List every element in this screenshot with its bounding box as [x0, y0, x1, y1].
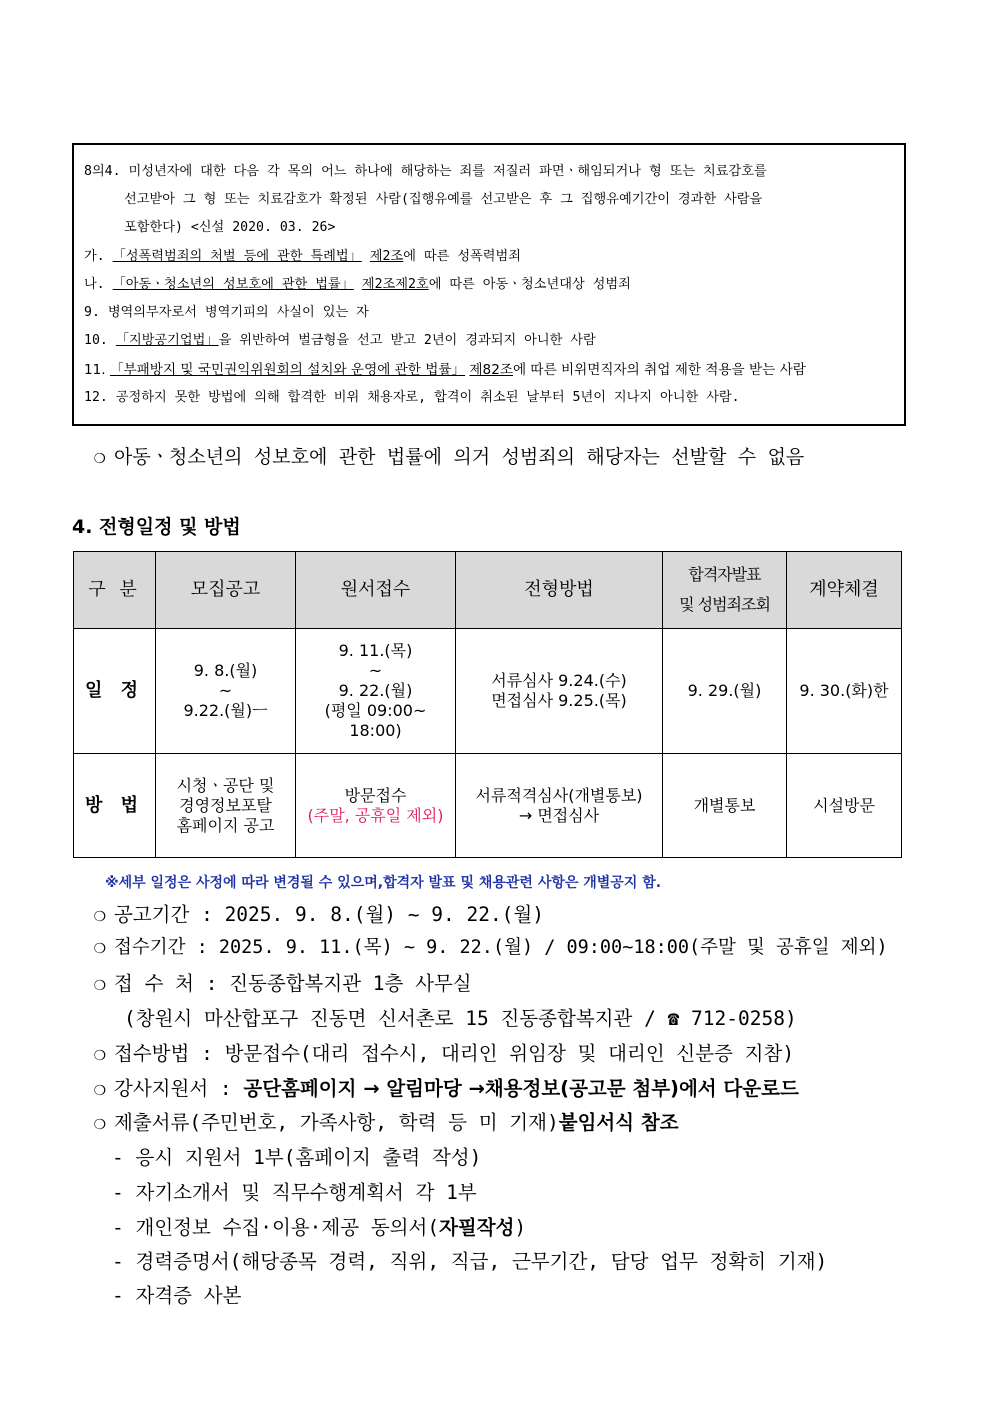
- clause-8-4-cont1: 선고받아 그 형 또는 치료감호가 확정된 사람(집행유예를 선고받은 후 그 집행유예기간이 경과한 사람을: [124, 192, 763, 207]
- header-recruit: 모집공고: [156, 552, 296, 629]
- required-documents: ❍ 제출서류(주민번호, 가족사항, 학력 등 미 기재)붙임서식 참조: [94, 1111, 679, 1134]
- clause-8-4: 8의4. 미성년자에 대한 다음 각 목의 어느 하나에 해당하는 죄를 저질러 파면ㆍ해임되거나 형 또는 치료감호를: [84, 164, 767, 179]
- cell-method-recruit: 시청ㆍ공단 및 경영정보포탈 홈페이지 공고: [156, 754, 296, 858]
- clause-8-4-cont2: 포함한다) <신설 2020. 03. 26>: [124, 220, 336, 235]
- cell-schedule-receipt: 9. 11.(목) ~ 9. 22.(월) (평일 09:00~ 18:00): [296, 629, 456, 754]
- circle-bullet-icon: ❍: [94, 903, 106, 926]
- receipt-address: (창원시 마산합포구 진동면 신서촌로 15 진동종합복지관 / ☎ 712-0258): [124, 1007, 797, 1030]
- cell-method-contract: 시설방문: [787, 754, 902, 858]
- doc-item: - 자격증 사본: [112, 1284, 242, 1307]
- cell-method-method: 서류적격심사(개별통보) → 면접심사: [456, 754, 663, 858]
- clause-ga: 가. 「성폭력범죄의 처벌 등에 관한 특례법」 제2조에 따른 성폭력범죄: [84, 249, 522, 264]
- row-label-schedule: 일 정: [74, 629, 156, 754]
- clause-10: 10. 「지방공기업법」을 위반하여 벌금형을 선고 받고 2년이 경과되지 아니한 사람: [84, 333, 596, 348]
- clause-12: 12. 공정하지 못한 방법에 의해 합격한 비위 채용자로, 합격이 취소된 날부터 5년이 지나지 아니한 사람.: [84, 390, 740, 405]
- doc-item: - 응시 지원서 1부(홈페이지 출력 작성): [112, 1146, 482, 1169]
- schedule-table: [73, 551, 902, 858]
- header-category: 구 분: [74, 552, 156, 629]
- receipt-period: ❍ 접수기간 : 2025. 9. 11.(목) ~ 9. 22.(월) / 09:00~18:00(주말 및 공휴일 제외): [94, 935, 888, 958]
- circle-bullet-icon: ❍: [94, 1042, 106, 1065]
- disqualification-box: [72, 143, 906, 426]
- clause-9: 9. 병역의무자로서 병역기피의 사실이 있는 자: [84, 305, 369, 320]
- schedule-note: ※세부 일정은 사정에 따라 변경될 수 있으며,합격자 발표 및 채용관련 사항은 개별공지 함.: [105, 875, 662, 891]
- circle-bullet-icon: ❍: [94, 972, 106, 995]
- notice-period: ❍ 공고기간 : 2025. 9. 8.(월) ~ 9. 22.(월): [94, 903, 545, 926]
- cell-schedule-recruit: 9. 8.(월) ~ 9.22.(월)ㅡ: [156, 629, 296, 754]
- receipt-method: ❍ 접수방법 : 방문접수(대리 접수시, 대리인 위임장 및 대리인 신분증 지참): [94, 1042, 795, 1065]
- header-method: 전형방법: [456, 552, 663, 629]
- row-label-method: 방 법: [74, 754, 156, 858]
- cell-method-announce: 개별통보: [663, 754, 787, 858]
- header-announce: 합격자발표 및 성범죄조회: [663, 552, 787, 629]
- table-row: [74, 754, 902, 858]
- header-contract: 계약체결: [787, 552, 902, 629]
- cell-schedule-contract: 9. 30.(화)한: [787, 629, 902, 754]
- clause-11: 11. 「부패방지 및 국민권익위원회의 설치와 운영에 관한 법률」 제82조에 따른 비위면직자의 취업 제한 적용을 받는 사람: [84, 362, 806, 378]
- circle-bullet-icon: ❍: [94, 1111, 106, 1134]
- application-form: ❍ 강사지원서 : 공단홈페이지 → 알림마당 →채용정보(공고문 첨부)에서 다운로드: [94, 1077, 799, 1100]
- table-row: [74, 629, 902, 754]
- circle-bullet-icon: ❍: [94, 446, 106, 468]
- clause-na: 나. 「아동ㆍ청소년의 성보호에 관한 법률」 제2조제2호에 따른 아동ㆍ청소년대상 성범죄: [84, 277, 631, 292]
- doc-item: - 경력증명서(해당종목 경력, 직위, 직급, 근무기간, 담당 업무 정확히 기재): [112, 1250, 828, 1273]
- table-header-row: [74, 552, 902, 629]
- cell-method-receipt: 방문접수 (주말, 공휴일 제외): [296, 754, 456, 858]
- receipt-place: ❍ 접 수 처 : 진동종합복지관 1층 사무실: [94, 972, 472, 995]
- sex-offense-notice: ❍ 아동ㆍ청소년의 성보호에 관한 법률에 의거 성범죄의 해당자는 선발할 수 없음: [94, 446, 805, 468]
- cell-schedule-announce: 9. 29.(월): [663, 629, 787, 754]
- doc-item: - 자기소개서 및 직무수행계획서 각 1부: [112, 1181, 477, 1204]
- phone-icon: ☎: [667, 1007, 680, 1030]
- circle-bullet-icon: ❍: [94, 935, 106, 958]
- circle-bullet-icon: ❍: [94, 1077, 106, 1100]
- header-receipt: 원서접수: [296, 552, 456, 629]
- cell-schedule-method: 서류심사 9.24.(수) 면접심사 9.25.(목): [456, 629, 663, 754]
- section-title: 4. 전형일정 및 방법: [72, 516, 241, 538]
- doc-item: - 개인정보 수집·이용·제공 동의서(자필작성): [112, 1216, 527, 1239]
